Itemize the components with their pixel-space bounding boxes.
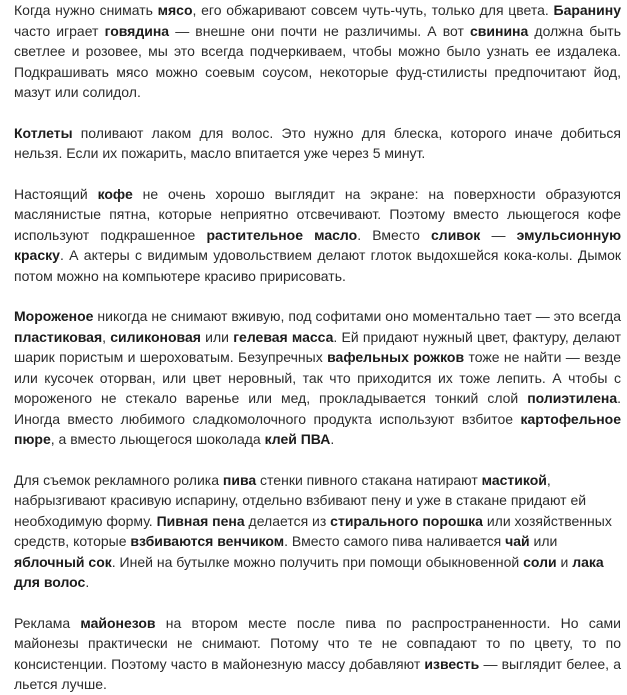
highlighted-term: Баранину	[553, 2, 621, 18]
highlighted-term: растительное масло	[206, 226, 358, 243]
highlighted-term: клей ПВА	[264, 431, 331, 447]
highlighted-term: чай	[505, 533, 530, 549]
text-run: Когда нужно снимать	[14, 2, 158, 18]
highlighted-term: яблочный сок	[14, 553, 112, 570]
paragraph-mayonnaise	[14, 613, 621, 695]
text-run: . Иногда вместо любимого сладкомолочного продукта используют взбитое	[14, 390, 621, 427]
text-run: должна быть светлее и розовее, мы это всегда подчеркиваем, чтобы можно было узнать ее издалека. Подкрашивать мясо можно соевым соусом, некоторые фуд-стилисты предпочитают йод, мазут или солидол.	[14, 22, 621, 100]
highlighted-term: Котлеты	[14, 124, 73, 141]
text-run: делается из	[244, 512, 331, 529]
highlighted-term: эмульсионную краску	[14, 226, 622, 263]
text-run: . Вместо	[357, 226, 432, 243]
highlighted-term: картофельное пюре	[14, 410, 621, 447]
highlighted-term: кофе	[97, 185, 133, 202]
highlighted-term: лака для волос	[14, 553, 604, 590]
highlighted-term: взбиваются венчиком	[130, 533, 285, 549]
text-run: не очень хорошо выглядит на экране: на поверхности образуются маслянистые пятна, которые неприятно отсвечивают. Поэтому вместо льющегося кофе используют подкрашенное	[14, 185, 621, 243]
highlighted-term: полиэтилена	[527, 390, 618, 406]
text-run: или	[200, 328, 234, 345]
highlighted-term: свинина	[470, 22, 529, 39]
text-run: Для съемок рекламного ролика	[14, 471, 223, 488]
highlighted-term: силиконовая	[110, 328, 201, 345]
text-run: никогда не снимают вживую, под софитами оно моментально тает — это всегда	[93, 308, 621, 324]
text-run: тоже не найти — везде или кусочек оторван, или цвет неровный, так что приходится их тоже лепить. А чтобы с мороженого не стекало варенье или мед, прокладывается тонкий слой	[14, 349, 621, 406]
text-run: часто играет	[14, 22, 105, 39]
text-run: стенки пивного стакана натирают	[256, 471, 482, 488]
text-run: , набрызгивают красивую испарину, отдельно взбивают пену и уже в стакане придают ей необходимую форму.	[14, 471, 587, 529]
highlighted-term: пластиковая	[14, 328, 103, 345]
paragraph-coffee	[14, 184, 621, 287]
text-run: ,	[102, 328, 111, 345]
paragraph-beer	[14, 470, 621, 593]
text-run: или хозяйственных средств, которые	[14, 512, 612, 549]
text-run: — внешне они почти не различимы. А вот	[169, 22, 470, 39]
highlighted-term: соли	[523, 553, 557, 570]
highlighted-term: майонезов	[80, 614, 156, 631]
text-run: , а вместо льющегося шоколада	[50, 431, 265, 447]
highlighted-term: сливок	[431, 226, 481, 243]
paragraph-cutlets	[14, 123, 621, 164]
highlighted-term: мясо	[157, 2, 193, 18]
highlighted-term: гелевая масса	[233, 328, 334, 345]
highlighted-term: Пивная пена	[156, 512, 245, 529]
text-run: , его обжаривают совсем чуть-чуть, только для цвета.	[192, 2, 554, 18]
text-run: .	[330, 431, 335, 447]
highlighted-term: мастикой	[481, 471, 547, 488]
paragraph-ice-cream	[14, 306, 621, 450]
text-run: . Иней на бутылке можно получить при помощи обыкновенной	[111, 553, 524, 570]
text-run: . Ей придают нужный цвет, фактуру, делают шарик пористым и шероховатым. Безупречных	[14, 328, 622, 365]
text-run: Реклама	[14, 614, 81, 631]
text-run: на втором месте после пива по распространенности. Но сами майонезы практически не снимают. Потому что те не совпадают то по цвету, то по консистенции. Поэтому часто в майонезную массу добавляют	[14, 614, 621, 672]
text-run: поливают лаком для волос. Это нужно для блеска, которого иначе добиться нельзя. Если их пожарить, масло впитается уже через 5 минут.	[14, 124, 621, 161]
highlighted-term: вафельных рожков	[327, 349, 465, 365]
text-run: —	[480, 226, 517, 243]
highlighted-term: стирального порошка	[330, 512, 483, 529]
highlighted-term: Мороженое	[14, 308, 94, 324]
paragraph-meat	[14, 0, 621, 103]
text-run: . А актеры с видимым удовольствием делают глоток выдохшейся кока-колы. Дымок потом можно на компьютере красиво пририсовать.	[14, 247, 621, 284]
text-run: или	[529, 533, 558, 549]
text-run: .	[85, 574, 90, 590]
highlighted-term: пива	[222, 471, 257, 488]
text-run: Настоящий	[14, 185, 98, 202]
highlighted-term: известь	[424, 655, 480, 672]
highlighted-term: говядина	[104, 22, 170, 39]
text-run: . Вместо самого пива наливается	[284, 533, 506, 549]
text-run: и	[556, 553, 573, 570]
text-run: — выглядит белее, а льется лучше.	[14, 655, 622, 692]
